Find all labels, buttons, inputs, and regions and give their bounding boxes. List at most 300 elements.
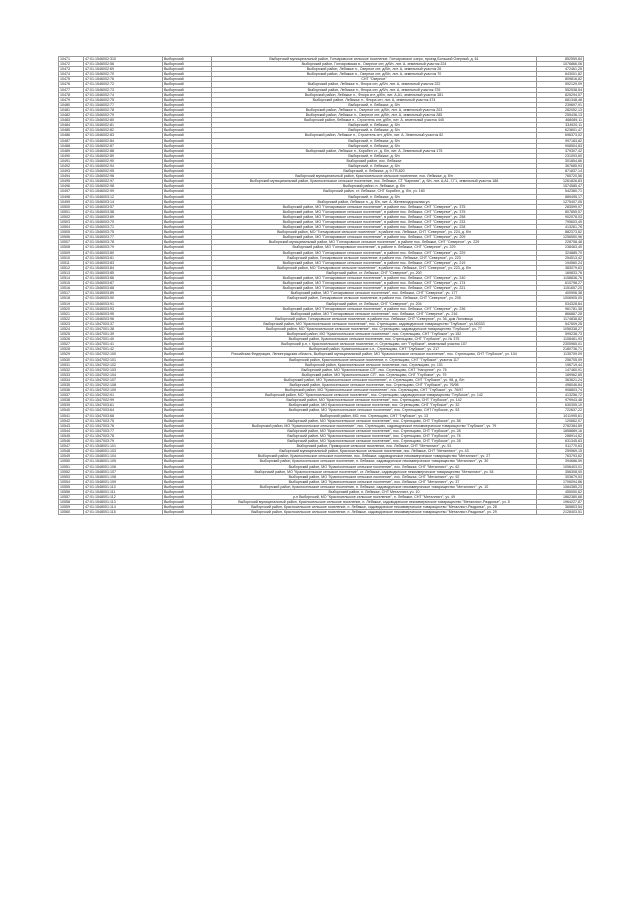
address-cell: Выборгский, п. Лебяжье, д. б/н: [212, 143, 537, 148]
cadastral-number-cell: 47:01:1546002:70: [84, 72, 163, 77]
row-number-cell: 10486: [59, 133, 84, 138]
row-number-cell: 10524: [59, 326, 84, 331]
cadastral-value-cell: 283599,97: [537, 204, 584, 209]
address-cell: Выборгский район, МО "Гончаровское сельское поселение", в районе пос. Лебяжье, СНТ "Северное", уч. 224, д. б/н: [212, 230, 537, 235]
address-cell: Выборгский район, Лебяжье п., Флора снт, лит. А, земельный участок 474: [212, 97, 537, 102]
cadastral-value-cell: 631345,63: [537, 439, 584, 444]
district-cell: Выборгский: [163, 240, 212, 245]
cadastral-value-cell: 356308,00: [537, 469, 584, 474]
cadastral-number-cell: 47:01:1547002:103: [84, 367, 163, 372]
row-number-cell: 10518: [59, 296, 84, 301]
row-number-cell: 10491: [59, 158, 84, 163]
cadastral-value-cell: 511770,63: [537, 444, 584, 449]
address-cell: Выборгский, п. Лебяжье, д. б/н: [212, 153, 537, 158]
address-cell: Выборгский район, Лебяжье п., Озерное снт, д/б/н, лит. А, земельный участок 203: [212, 107, 537, 112]
cadastral-number-cell: 47:01:1546003:70: [84, 220, 163, 225]
cadastral-number-cell: 47:01:1546002:310: [84, 57, 163, 62]
cadastral-value-cell: 1261826,83: [537, 179, 584, 184]
address-cell: Выборгский, п. Лебяжье, д. б/н: [212, 194, 537, 199]
address-cell: Выборгский район, МО "Гончаровское сельское поселение", в районе пос. Лебяжье, СНТ "Северное", уч. 209: [212, 235, 537, 240]
cadastral-value-cell: 1706094,86: [537, 479, 584, 484]
district-cell: Выборгский: [163, 250, 212, 255]
row-number-cell: 10479: [59, 97, 84, 102]
cadastral-value-cell: 194560,24: [537, 260, 584, 265]
address-cell: Выборгский муниципальный район, Красносельское сельское поселение, пос. Лебяжье, д. б/н: [212, 174, 537, 179]
row-number-cell: 10538: [59, 398, 84, 403]
district-cell: Выборгский: [163, 510, 212, 515]
cadastral-number-cell: 47:01:1547002:104: [84, 372, 163, 377]
cadastral-value-cell: 231093,60: [537, 153, 584, 158]
address-cell: Выборгский муниципальный район, Красносельское сельское поселение, п. Лебяжье, садоводческое некоммерческое товарищество "Металлист-Раздолье", уч. 5: [212, 500, 537, 505]
address-cell: Выборгский район, Красносельское сельское поселение, пос. Стрельцово, уч. 101: [212, 362, 537, 367]
address-cell: Выборгский район, МО Красносельское сельское поселение, пос. Стрельцово, СНТ "Глубокое", уч. 32: [212, 403, 537, 408]
cadastral-value-cell: 763793,62: [537, 454, 584, 459]
cadastral-number-cell: 47:01:1546003:87: [84, 281, 163, 286]
cadastral-number-cell: 47:01:1546002:95: [84, 169, 163, 174]
cadastral-value-cell: 2782384,89: [537, 423, 584, 428]
district-cell: Выборгский: [163, 107, 212, 112]
row-number-cell: 10478: [59, 92, 84, 97]
row-number-cell: 10525: [59, 332, 84, 337]
cadastral-value-cell: 997183,82: [537, 138, 584, 143]
address-cell: Выборгский муниципальный район, Красносельское сельское поселение, пос. Лебяжье, СНТ "Металлист", уч. 43: [212, 449, 537, 454]
cadastral-number-cell: 47:01:1547002:101: [84, 357, 163, 362]
cadastral-value-cell: 871837,14: [537, 169, 584, 174]
cadastral-value-cell: 961781,38: [537, 306, 584, 311]
district-cell: Выборгский: [163, 194, 212, 199]
district-cell: Выборгский: [163, 265, 212, 270]
cadastral-value-cell: 400906,38: [537, 291, 584, 296]
address-cell: Выборгский район, МО "Красносельское сельское поселение", п. Стрельцово, СНТ "Глубокое", уч. 98, д. б/н: [212, 377, 537, 382]
cadastral-value-cell: 147460,91: [537, 367, 584, 372]
district-cell: Выборгский: [163, 433, 212, 438]
address-cell: Выборгский район, МО "Гончаровское сельское поселение", в районе пос. Лебяжье, СНТ "Северное", уч. 258: [212, 214, 537, 219]
address-cell: Выборгский район, Гончаровская в., Озерное снт, д/б/н, лит. А, земельный участок 224: [212, 62, 537, 67]
row-number-cell: 10542: [59, 418, 84, 423]
district-cell: Выборгский: [163, 362, 212, 367]
address-cell: Выборгский район, МО "Красносельское сельское поселение", пос. Лебяжье, СНТ "Металлист", уч. 37: [212, 479, 537, 484]
cadastral-number-cell: 47:01:1546003:12: [84, 194, 163, 199]
cadastral-number-cell: 47:01:1547003:78: [84, 433, 163, 438]
cadastral-number-cell: 47:01:1546002:69: [84, 67, 163, 72]
table-body: [59, 57, 584, 515]
cadastral-value-cell: 643001,82: [537, 72, 584, 77]
cadastral-value-cell: 882373,62: [537, 230, 584, 235]
district-cell: Выборгский: [163, 316, 212, 321]
cadastral-value-cell: 282052,13: [537, 107, 584, 112]
cadastral-number-cell: 47:01:1547003:68: [84, 413, 163, 418]
cadastral-number-cell: 47:01:1548001:107: [84, 469, 163, 474]
row-number-cell: 10535: [59, 383, 84, 388]
address-cell: Выборгский район, п. Лебяжье, д. б/н: [212, 184, 537, 189]
cadastral-number-cell: 47:01:1546002:98: [84, 184, 163, 189]
district-cell: Выборгский: [163, 245, 212, 250]
address-cell: Выборгский район, Лебяжье п., Строитель снт, д/б/н, лит. А, земельный участок 445: [212, 118, 537, 123]
address-cell: Выборгский район, МО "Гончаровское сельское поселение", в районе пос. Лебяжье, СНТ "Северное", уч. 221: [212, 286, 537, 291]
address-cell: Выборгский район, МО "Гончаровское сельское поселение", в районе пос. Лебяжье, СНТ "Северное", уч. 233: [212, 220, 537, 225]
cadastral-value-cell: 552538,54: [537, 87, 584, 92]
cadastral-number-cell: 47:01:1546003:88: [84, 286, 163, 291]
address-cell: Выборгский район, Красносельское с.п., Стрельцово, СНТ "Глубокое", уч. 217: [212, 347, 537, 352]
district-cell: Выборгский: [163, 276, 212, 281]
district-cell: Выборгский: [163, 398, 212, 403]
row-number-cell: 10485: [59, 128, 84, 133]
row-number-cell: 10521: [59, 311, 84, 316]
cadastral-value-cell: 1056338,27: [537, 326, 584, 331]
row-number-cell: 10560: [59, 510, 84, 515]
district-cell: Выборгский: [163, 72, 212, 77]
cadastral-number-cell: 47:01:1546002:78: [84, 107, 163, 112]
cadastral-value-cell: 2180736,71: [537, 347, 584, 352]
cadastral-value-cell: 259569,15: [537, 449, 584, 454]
district-cell: Выборгский: [163, 291, 212, 296]
row-number-cell: 10497: [59, 189, 84, 194]
row-number-cell: 10558: [59, 500, 84, 505]
row-number-cell: 10553: [59, 474, 84, 479]
address-cell: Выборгский район, МО "Гончаровское сельское поселение", в районе пос. Лебяжье, СНТ "Северное", уч. 375: [212, 204, 537, 209]
cadastral-value-cell: 1076866,06: [537, 62, 584, 67]
district-cell: Выборгский: [163, 301, 212, 306]
cadastral-number-cell: 47:01:1547003:77: [84, 428, 163, 433]
row-number-cell: 10473: [59, 67, 84, 72]
cadastral-value-cell: 765720,56: [537, 174, 584, 179]
address-cell: Выборгский район, п. Лебяжье, СНТ Металлист, уч. 10: [212, 489, 537, 494]
district-cell: Выборгский: [163, 67, 212, 72]
district-cell: Выборгский: [163, 153, 212, 158]
district-cell: Выборгский: [163, 439, 212, 444]
row-number-cell: 10492: [59, 163, 84, 168]
cadastral-number-cell: 47:01:1548001:105: [84, 459, 163, 464]
cadastral-value-cell: 468089,11: [537, 118, 584, 123]
cadastral-value-cell: 599238,73: [537, 332, 584, 337]
cadastral-number-cell: 47:01:1547003:64: [84, 408, 163, 413]
cadastral-number-cell: 47:01:1547002:99: [84, 398, 163, 403]
row-number-cell: 10489: [59, 148, 84, 153]
address-cell: Выборгский район, Лебяжье п., Озерное снт, д/б/н, лит. А, земельный участок 70: [212, 72, 537, 77]
district-cell: Выборгский: [163, 255, 212, 260]
district-cell: Выборгский: [163, 163, 212, 168]
row-number-cell: 10557: [59, 495, 84, 500]
address-cell: Выборгский район, МО "Гончаровское сельское поселение", в районе пос. Лебяжье, СНТ "Северное", уч. 240: [212, 276, 537, 281]
cadastral-value-cell: 1862380,68: [537, 495, 584, 500]
row-number-cell: 10500: [59, 204, 84, 209]
row-number-cell: 10559: [59, 505, 84, 510]
row-number-cell: 10517: [59, 291, 84, 296]
district-cell: Выборгский: [163, 143, 212, 148]
address-cell: Выборгский район, ст. Лебяжье, СНТ "Северное", уч. 204: [212, 301, 537, 306]
cadastral-number-cell: 47:01:1546003:57: [84, 204, 163, 209]
cadastral-table: [58, 56, 584, 515]
row-number-cell: 10532: [59, 367, 84, 372]
district-cell: Выборгский: [163, 321, 212, 326]
cadastral-number-cell: 47:01:1546003:83: [84, 260, 163, 265]
cadastral-value-cell: 383079,63: [537, 265, 584, 270]
cadastral-value-cell: 196719,44: [537, 362, 584, 367]
cadastral-value-cell: 908504,83: [537, 143, 584, 148]
address-cell: Выборгский район, МО "Гончаровское сельское поселение", пос. Лебяжье, СНТ "Северное", уч. 177: [212, 291, 537, 296]
address-cell: Выборгский район, МО "Красносельское сельское поселение", пос. Стрельцово, СНТ "Глубокое", уч. 142: [212, 398, 537, 403]
district-cell: Выборгский: [163, 383, 212, 388]
row-number-cell: 10529: [59, 352, 84, 357]
row-number-cell: 10537: [59, 393, 84, 398]
cadastral-number-cell: 47:01:1548001:106: [84, 464, 163, 469]
cadastral-number-cell: 47:01:1546002:83: [84, 133, 163, 138]
row-number-cell: 10555: [59, 484, 84, 489]
district-cell: Выборгский: [163, 204, 212, 209]
district-cell: Выборгский: [163, 352, 212, 357]
cadastral-number-cell: 47:01:1546002:96: [84, 174, 163, 179]
district-cell: Выборгский: [163, 92, 212, 97]
district-cell: Выборгский: [163, 403, 212, 408]
cadastral-number-cell: 47:01:1546002:80: [84, 118, 163, 123]
cadastral-value-cell: 288914,62: [537, 433, 584, 438]
cadastral-number-cell: 47:01:1546002:81: [84, 123, 163, 128]
cadastral-value-cell: 365803,54: [537, 505, 584, 510]
address-cell: Выборгский район, Приморское сельское поселение, пос. Лебяжье, СНТ "Металлист", уч. 51: [212, 444, 537, 449]
cadastral-value-cell: 1151657,20: [537, 286, 584, 291]
district-cell: Выборгский: [163, 148, 212, 153]
district-cell: Выборгский: [163, 77, 212, 82]
district-cell: Выборгский: [163, 189, 212, 194]
address-cell: Выборгский район, МО "Красносельское СП", пос. Стрельцово, СНТ "Нагорное", уч. 76: [212, 367, 537, 372]
district-cell: Выборгский: [163, 459, 212, 464]
row-number-cell: 10507: [59, 240, 84, 245]
district-cell: Выборгский: [163, 423, 212, 428]
cadastral-number-cell: 47:01:1546003:90: [84, 296, 163, 301]
cadastral-value-cell: 908803,74: [537, 388, 584, 393]
cadastral-value-cell: 1084385,23: [537, 484, 584, 489]
district-cell: Выборгский: [163, 367, 212, 372]
district-cell: Выборгский: [163, 230, 212, 235]
district-cell: Выборгский: [163, 418, 212, 423]
address-cell: Выборгский район, МО "Гончаровское сельское поселение", в районе пос. Лебяжье, СНТ "Северное", уч. 236: [212, 306, 537, 311]
cadastral-number-cell: 47:01:1548001:114: [84, 505, 163, 510]
cadastral-value-cell: 189962,65: [537, 372, 584, 377]
cadastral-number-cell: 47:01:1546003:84: [84, 265, 163, 270]
district-cell: Выборгский: [163, 306, 212, 311]
cadastral-number-cell: 47:01:1546002:84: [84, 138, 163, 143]
row-number-cell: 10512: [59, 265, 84, 270]
row-number-cell: 10520: [59, 306, 84, 311]
cadastral-value-cell: 169833,76: [537, 270, 584, 275]
cadastral-number-cell: 47:01:1546003:14: [84, 199, 163, 204]
cadastral-value-cell: 547609,28: [537, 321, 584, 326]
cadastral-number-cell: 47:01:1546003:71: [84, 225, 163, 230]
cadastral-number-cell: 47:01:1548001:110: [84, 484, 163, 489]
cadastral-value-cell: 256705,09: [537, 357, 584, 362]
district-cell: Выборгский: [163, 393, 212, 398]
cadastral-number-cell: 47:01:1546002:73: [84, 87, 163, 92]
row-number-cell: 10495: [59, 179, 84, 184]
row-number-cell: 10482: [59, 113, 84, 118]
row-number-cell: 10556: [59, 489, 84, 494]
address-cell: Выборгский район, МО "Гончаровское поселение", в районе п. Лебяжье, СНТ "Северное", уч. 229: [212, 245, 537, 250]
district-cell: Выборгский: [163, 235, 212, 240]
cadastral-number-cell: 47:01:1546002:94: [84, 163, 163, 168]
district-cell: Выборгский: [163, 428, 212, 433]
district-cell: Выборгский: [163, 220, 212, 225]
row-number-cell: 10530: [59, 357, 84, 362]
district-cell: Выборгский: [163, 337, 212, 342]
cadastral-value-cell: 681348,48: [537, 97, 584, 102]
row-number-cell: 10502: [59, 214, 84, 219]
cadastral-value-cell: 902078,03: [537, 214, 584, 219]
row-number-cell: 10540: [59, 408, 84, 413]
row-number-cell: 10516: [59, 286, 84, 291]
row-number-cell: 10523: [59, 321, 84, 326]
cadastral-number-cell: 47:01:1546003:75: [84, 230, 163, 235]
cadastral-value-cell: 120662,07: [537, 418, 584, 423]
district-cell: Выборгский: [163, 296, 212, 301]
address-cell: Выборгский район, МО "Красносельское сельское поселение", пос. Стрельцово, садоводческое товарищество "Глубокое", уч. 142: [212, 393, 537, 398]
row-number-cell: 10481: [59, 107, 84, 112]
row-number-cell: 10471: [59, 57, 84, 62]
address-cell: Выборгский, п. Лебяжье, д. б/н: [212, 102, 537, 107]
address-cell: Выборгский район, Лебяжье п., Озерное снт, д/б/н, лит. А, земельный участок 26: [212, 67, 537, 72]
row-number-cell: 10504: [59, 225, 84, 230]
cadastral-number-cell: 47:01:1548001:104: [84, 454, 163, 459]
row-number-cell: 10527: [59, 342, 84, 347]
address-cell: Выборгский район, МО "Гончаровское сельское поселение", пос. Лебяжье, СНТ "Северное", уч. 216: [212, 311, 537, 316]
address-cell: Выборгский район, МО "Красносельское сельское поселение", пос. Стрельцово, садоводческое товарищество "Глубокое", уч.N0333: [212, 321, 537, 326]
row-number-cell: 10549: [59, 454, 84, 459]
cadastral-value-cell: 1056403,01: [537, 464, 584, 469]
cadastral-number-cell: 47:01:1548001:103: [84, 449, 163, 454]
row-number-cell: 10531: [59, 362, 84, 367]
cadastral-number-cell: 47:01:1546002:77: [84, 102, 163, 107]
district-cell: Выборгский: [163, 286, 212, 291]
address-cell: Выборгский район, Красносельское сельское поселение, п. Стрельцово, СНТ "Глубокое", участок 117: [212, 357, 537, 362]
district-cell: Выборгский: [163, 270, 212, 275]
address-cell: Выборгский, п. Лебяжье, д. б/н: [212, 128, 537, 133]
district-cell: Выборгский: [163, 102, 212, 107]
cadastral-number-cell: 47:01:1547001:41: [84, 342, 163, 347]
address-cell: Выборгский район, Лебяжье п., д. б/н, лит. А, Железнодорожная ул.: [212, 199, 537, 204]
row-number-cell: 10505: [59, 230, 84, 235]
cadastral-value-cell: 363621,24: [537, 377, 584, 382]
cadastral-number-cell: 47:01:1548001:111: [84, 489, 163, 494]
address-cell: Выборгский район, ст. Лебяжье, СНТ Корабел, д. б/н, уч. 180: [212, 189, 537, 194]
cadastral-value-cell: 696373,02: [537, 133, 584, 138]
row-number-cell: 10503: [59, 220, 84, 225]
address-cell: Выборгский район, Красносельское сельское поселение, пос. Стрельцово, СНТ "Глубокое", уч. 76/98: [212, 383, 537, 388]
cadastral-number-cell: 47:01:1546003:93: [84, 306, 163, 311]
cadastral-number-cell: 47:01:1546002:87: [84, 143, 163, 148]
cadastral-number-cell: 47:01:1547002:108: [84, 383, 163, 388]
row-number-cell: 10483: [59, 118, 84, 123]
district-cell: Выборгский: [163, 377, 212, 382]
district-cell: Выборгский: [163, 408, 212, 413]
address-cell: Выборгский район, МО "Гончаровское сельское поселение", в районе пос. Лебяжье, СНТ "Северное", уч. 375: [212, 209, 537, 214]
cadastral-number-cell: 47:01:1548001:109: [84, 479, 163, 484]
cadastral-value-cell: 1108461,93: [537, 337, 584, 342]
district-cell: Выборгский: [163, 123, 212, 128]
district-cell: Выборгский: [163, 184, 212, 189]
district-cell: Выборгский: [163, 209, 212, 214]
cadastral-value-cell: 795603,49: [537, 220, 584, 225]
address-cell: Выборгский район, Гончаровское сельское поселение, в районе пос. Лебяжье, СНТ "Северное", уч. 205: [212, 296, 537, 301]
cadastral-number-cell: 47:01:1547001:42: [84, 347, 163, 352]
cadastral-number-cell: 47:01:1548001:108: [84, 474, 163, 479]
cadastral-number-cell: 47:01:1548001:101: [84, 444, 163, 449]
row-number-cell: 10488: [59, 143, 84, 148]
cadastral-value-cell: 1158836,76: [537, 276, 584, 281]
district-cell: Выборгский: [163, 489, 212, 494]
district-cell: Выборгский: [163, 133, 212, 138]
cadastral-number-cell: 47:01:1546003:80: [84, 250, 163, 255]
cadastral-number-cell: 47:01:1546003:79: [84, 245, 163, 250]
row-number-cell: 10546: [59, 439, 84, 444]
address-cell: Выборгский район, МО "Гончаровское сельское поселение", в районе пос. Лебяжье, СНТ "Северное", уч. 229: [212, 250, 537, 255]
district-cell: Выборгский: [163, 413, 212, 418]
table-row: [59, 510, 584, 515]
address-cell: Выборгский район, Лебяжье п., Флора снт, д/б/н, лит. А,А1, земельный участок 381: [212, 92, 537, 97]
address-cell: Выборгский район, Гончаровское сельское поселение, в районе пос. Лебяжье, СНТ "Северное", уч. 36, дом Лиловица: [212, 316, 537, 321]
district-cell: Выборгский: [163, 444, 212, 449]
cadastral-value-cell: 1011995,61: [537, 413, 584, 418]
cadastral-value-cell: 324885,70: [537, 250, 584, 255]
row-number-cell: 10526: [59, 337, 84, 342]
cadastral-number-cell: 47:01:1546003:81: [84, 255, 163, 260]
district-cell: Выборгский: [163, 495, 212, 500]
district-cell: Выборгский: [163, 281, 212, 286]
cadastral-number-cell: 47:01:1546003:95: [84, 311, 163, 316]
cadastral-number-cell: 47:01:1546002:79: [84, 113, 163, 118]
cadastral-value-cell: 303679,53: [537, 474, 584, 479]
cadastral-value-cell: 889495,17: [537, 194, 584, 199]
address-cell: Выборгский район, Красносельское сельское поселение, п. Лебяжье, садоводческое некоммерческое товарищество "Металлист-Раздолье", уч. 29: [212, 510, 537, 515]
cadastral-number-cell: 47:01:1548001:113: [84, 500, 163, 505]
address-cell: Выборгский район, Красносельское сельское поселение, п. Лебяжье, садоводческое некоммерческое товарищество "Металлист", уч. 10: [212, 484, 537, 489]
document-page: [58, 56, 584, 515]
row-number-cell: 10496: [59, 184, 84, 189]
row-number-cell: 10543: [59, 423, 84, 428]
district-cell: Выборгский: [163, 87, 212, 92]
cadastral-number-cell: 47:01:1547002:100: [84, 352, 163, 357]
district-cell: Выборгский: [163, 372, 212, 377]
cadastral-number-cell: 47:01:1547003:61: [84, 403, 163, 408]
row-number-cell: 10476: [59, 82, 84, 87]
cadastral-value-cell: 367685,93: [537, 163, 584, 168]
row-number-cell: 10508: [59, 245, 84, 250]
row-number-cell: 10515: [59, 281, 84, 286]
row-number-cell: 10513: [59, 270, 84, 275]
cadastral-number-cell: 47:01:1546002:90: [84, 158, 163, 163]
address-cell: Выборгский район, МО "Гончаровское сельское поселение", в районе пос. Лебяжье, СНТ "Северное", уч. 219: [212, 260, 537, 265]
address-cell: Выборгский район, Лебяжье п., Корабел ст., д. б/н, лит. А, Земельный участок 175: [212, 148, 537, 153]
address-cell: Выборгский район, Гончаровское сельское поселение, в районе пос. Лебяжье, СНТ "Северное", уч. 223: [212, 255, 537, 260]
row-number-cell: 10539: [59, 403, 84, 408]
row-number-cell: 10510: [59, 255, 84, 260]
cadastral-value-cell: 255436,13: [537, 113, 584, 118]
cadastral-number-cell: 47:01:1547001:39: [84, 332, 163, 337]
cadastral-number-cell: 47:01:1547002:102: [84, 362, 163, 367]
district-cell: Выборгский: [163, 311, 212, 316]
cadastral-value-cell: 2128403,51: [537, 510, 584, 515]
cadastral-value-cell: 623601,47: [537, 128, 584, 133]
cadastral-value-cell: 807855,57: [537, 209, 584, 214]
cadastral-number-cell: 47:01:1546002:76: [84, 77, 163, 82]
cadastral-value-cell: 394686,59: [537, 459, 584, 464]
cadastral-number-cell: 47:01:1546002:72: [84, 82, 163, 87]
cadastral-value-cell: 866867,28: [537, 311, 584, 316]
address-cell: Российская Федерация, Ленинградская область, Выборгский муниципальный район, МО "Красносельское сельское поселение", пос. Стрельцово, СНТ "Глубокое", уч. 104: [212, 352, 537, 357]
row-number-cell: 10511: [59, 260, 84, 265]
row-number-cell: 10480: [59, 102, 84, 107]
district-cell: Выборгский: [163, 260, 212, 265]
row-number-cell: 10493: [59, 169, 84, 174]
address-cell: Выборгский муниципальный район, Гончаровское сельское поселение, Гончаровское озеро, проезд Большой Озерный, д. 61: [212, 57, 537, 62]
